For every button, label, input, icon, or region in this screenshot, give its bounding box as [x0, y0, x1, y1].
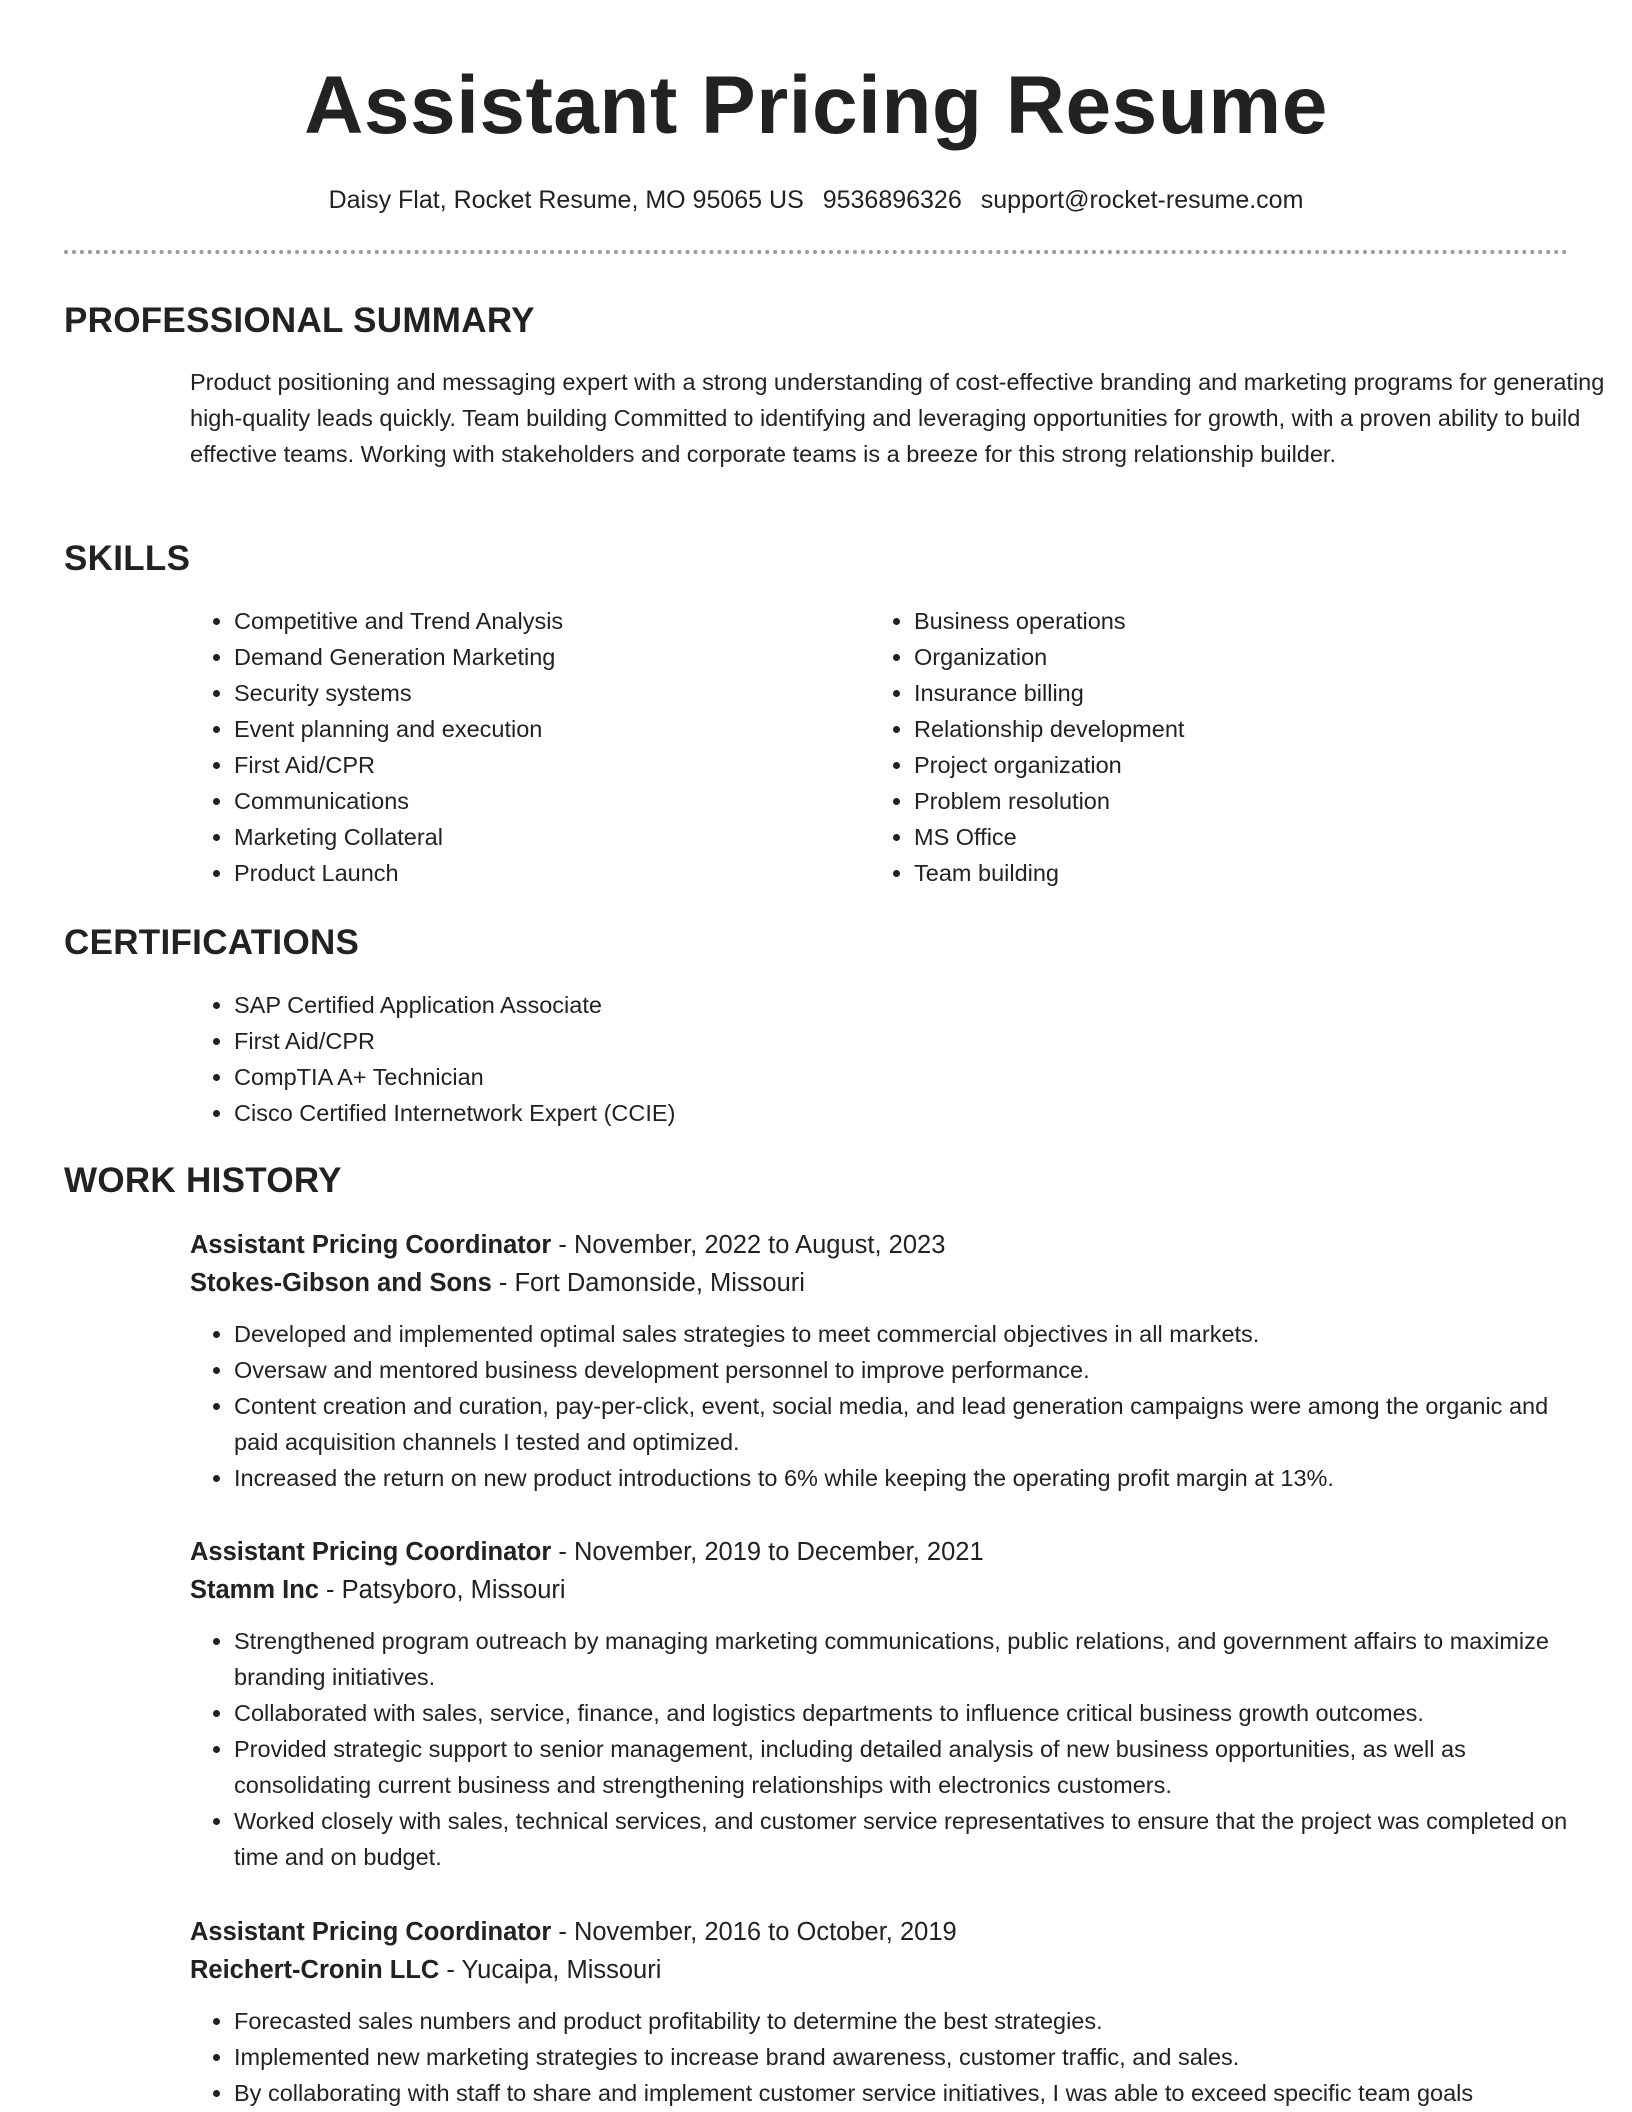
skill-item: • First Aid/CPR: [234, 747, 834, 783]
job-dates: - November, 2016 to October, 2019: [551, 1918, 957, 1946]
skill-item: • Insurance billing: [914, 675, 1514, 711]
job-bullet: • Worked closely with sales, technical services, and customer service representatives to ensure that the project was completed on time and on budget.: [234, 1803, 1570, 1875]
resume-title: Assistant Pricing Resume: [304, 60, 1328, 151]
job-bullet: • Increased the return on new product introductions to 6% while keeping the operating profit margin at 13%.: [234, 1460, 1570, 1496]
contact-phone: 9536896326: [822, 186, 962, 214]
job-company-line: [190, 1264, 1570, 1302]
certification-item: • SAP Certified Application Associate: [234, 987, 1534, 1023]
certification-item: • First Aid/CPR: [234, 1023, 1534, 1059]
job-location: - Yucaipa, Missouri: [439, 1956, 662, 1984]
job-bullets: [190, 1316, 1570, 1496]
job-company-line: [190, 1571, 1570, 1609]
job-dates: - November, 2019 to December, 2021: [551, 1538, 984, 1566]
skill-item: • Relationship development: [914, 711, 1514, 747]
section-title-summary: PROFESSIONAL SUMMARY: [64, 301, 535, 340]
job-title-line: [190, 1533, 1570, 1571]
skill-item: • MS Office: [914, 819, 1514, 855]
skill-item: • Demand Generation Marketing: [234, 639, 834, 675]
skill-item: • Product Launch: [234, 855, 834, 891]
job-bullet: • Strengthened program outreach by managing marketing communications, public relations, and government affairs to maximize branding initiatives.: [234, 1623, 1570, 1695]
section-title-certifications: CERTIFICATIONS: [64, 923, 360, 962]
job-role: Assistant Pricing Coordinator: [190, 1231, 552, 1259]
job-company: Stamm Inc: [190, 1576, 319, 1604]
job-company-line: [190, 1951, 1570, 1989]
certification-item: • Cisco Certified Internetwork Expert (CCIE): [234, 1095, 1534, 1131]
job-bullet: • Forecasted sales numbers and product profitability to determine the best strategies.: [234, 2003, 1570, 2039]
job-bullets: [190, 1623, 1570, 1875]
skill-item: • Organization: [914, 639, 1514, 675]
job-title-line: [190, 1226, 1570, 1264]
skill-item: • Security systems: [234, 675, 834, 711]
certifications-list: [190, 987, 1534, 1131]
contact-address: Daisy Flat, Rocket Resume, MO 95065 US: [328, 186, 804, 214]
job-bullet: • Implemented new marketing strategies to increase brand awareness, customer traffic, and sales.: [234, 2039, 1570, 2075]
skill-item: • Business operations: [914, 603, 1514, 639]
section-title-skills: SKILLS: [64, 539, 191, 578]
job-entry: [190, 1913, 1570, 2111]
job-bullet: • Content creation and curation, pay-per-click, event, social media, and lead generation campaigns were among the organic and paid acquisition channels I tested and optimized.: [234, 1388, 1570, 1460]
contact-email: support@rocket-resume.com: [980, 186, 1304, 214]
skills-list-left: [190, 603, 834, 891]
job-bullet: • Provided strategic support to senior management, including detailed analysis of new business opportunities, as well as consolidating current business and strengthening relationships with electronics customers.: [234, 1731, 1570, 1803]
job-title-line: [190, 1913, 1570, 1951]
job-role: Assistant Pricing Coordinator: [190, 1538, 552, 1566]
job-bullet: • Developed and implemented optimal sales strategies to meet commercial objectives in all markets.: [234, 1316, 1570, 1352]
skill-item: • Problem resolution: [914, 783, 1514, 819]
job-role: Assistant Pricing Coordinator: [190, 1918, 552, 1946]
skill-item: • Event planning and execution: [234, 711, 834, 747]
skill-item: • Competitive and Trend Analysis: [234, 603, 834, 639]
section-title-work-history: WORK HISTORY: [64, 1161, 342, 1200]
job-entry: [190, 1226, 1570, 1496]
job-location: - Patsyboro, Missouri: [318, 1576, 566, 1604]
skills-list-right: [870, 603, 1514, 891]
job-location: - Fort Damonside, Missouri: [491, 1269, 805, 1297]
job-company: Reichert-Cronin LLC: [190, 1956, 440, 1984]
contact-line: [64, 182, 1568, 218]
job-entry: [190, 1533, 1570, 1875]
job-bullets: [190, 2003, 1570, 2111]
skill-item: • Project organization: [914, 747, 1514, 783]
summary-text: Product positioning and messaging expert with a strong understanding of cost-effective branding and marketing programs for generating high-quality leads quickly. Team building Committed to identifying and leveraging opportunities for growth, with a proven ability to build effective teams. Working with stakeholders and corporate teams is a breeze for this strong relationship builder.: [190, 369, 1605, 467]
job-bullet: • Collaborated with sales, service, finance, and logistics departments to influence critical business growth outcomes.: [234, 1695, 1570, 1731]
job-bullet: • By collaborating with staff to share and implement customer service initiatives, I was able to exceed specific team goals: [234, 2075, 1570, 2111]
job-bullet: • Oversaw and mentored business development personnel to improve performance.: [234, 1352, 1570, 1388]
job-company: Stokes-Gibson and Sons: [190, 1269, 492, 1297]
certification-item: • CompTIA A+ Technician: [234, 1059, 1534, 1095]
header-divider: [64, 250, 1568, 254]
skill-item: • Communications: [234, 783, 834, 819]
skill-item: • Team building: [914, 855, 1514, 891]
job-dates: - November, 2022 to August, 2023: [551, 1231, 946, 1259]
skill-item: • Marketing Collateral: [234, 819, 834, 855]
